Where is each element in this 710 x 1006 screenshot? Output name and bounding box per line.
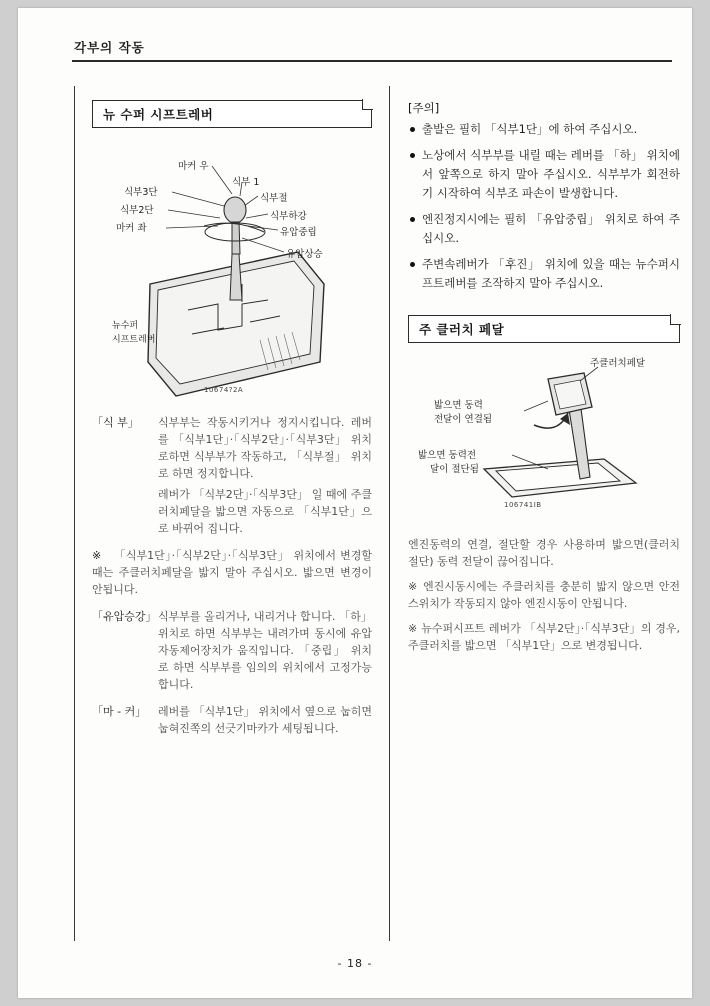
label-new-super: 뉴수퍼: [112, 321, 139, 331]
label-planting-2: 식부2단: [120, 205, 154, 216]
label-disengage-1: 밟으면 동력전: [418, 450, 477, 461]
clutch-pedal-illustration: [408, 351, 680, 526]
label-marker-left: 마커 좌: [116, 223, 147, 234]
list-item: 주변속레버가 「후진」 위치에 있을 때는 뉴수퍼시프트레버를 조작하지 말아 주십시오.: [408, 255, 680, 293]
paragraph-clutch-note-2: ※ 뉴수퍼시프트 레버가 「식부2단」·「식부3단」의 경우, 주클러치를 밟으면 「식부1단」으로 변경됩니다.: [408, 622, 680, 652]
body-planting: 식부부는 작동시키거나 정지시킵니다. 레버를 「식부1단」·「식부2단」·「식부3단」 위치로하면 식부부가 작동하고, 「식부절」 위치로 하면 정지합니다.: [158, 416, 372, 480]
label-disengage-2: 달이 절단됨: [430, 464, 479, 475]
term-asterisk-1: ※: [92, 549, 102, 562]
body-marker: 레버를 「식부1단」 위치에서 옆으로 눕히면 눕혀진쪽의 선긋기마카가 세팅됩니다.: [158, 705, 372, 735]
term-planting: 「식 부」: [92, 416, 139, 429]
notice-list: [408, 120, 680, 293]
paragraph-planting-auto: [92, 486, 372, 537]
body-planting-auto: 레버가 「식부2단」·「식부3단」 일 때에 주클러치페달을 밟으면 자동으로 「식부1단」으로 바뀌어 집니다.: [158, 488, 372, 535]
figure-shift-lever: [92, 134, 372, 404]
label-main-clutch-pedal: 주클러치페달: [590, 358, 646, 369]
column-rule-left: [74, 86, 75, 941]
term-marker: 「마 - 커」: [92, 705, 147, 718]
right-column: [408, 100, 680, 654]
label-engage-1: 밟으면 동력: [434, 400, 483, 411]
notice-heading: [주의]: [408, 101, 440, 115]
paragraph-hydraulic: [92, 608, 372, 693]
header-rule: [72, 60, 672, 62]
paragraph-clutch-note-1: ※ 엔진시동시에는 주클러치를 충분히 밟지 않으면 안전스위치가 작동되지 않아 엔진시동이 안됩니다.: [408, 580, 680, 610]
label-engage-2: 전달이 연결됨: [434, 414, 493, 425]
body-hydraulic: 식부부를 올리거나, 내리거나 합니다. 「하」 위치로 하면 식부부는 내려가며 동시에 유압자동제어장치가 움직입니다. 「중립」 위치로 하면 식부부를 임의의 위치에서 고정가능합니다.: [158, 610, 372, 691]
label-hydraulic-neutral: 유압중립: [280, 227, 317, 238]
label-marker-right: 마커 우: [178, 161, 209, 172]
label-planting-off: 식부절: [260, 193, 288, 204]
section-title-clutch-pedal: 주 클러치 페달: [408, 315, 680, 343]
label-hydraulic-down: 식부하강: [270, 211, 307, 222]
paragraph-marker: [92, 703, 372, 737]
label-planting-1: 식부 1: [232, 177, 260, 188]
figure-clutch-pedal: [408, 351, 680, 526]
page-number: - 18 -: [337, 957, 373, 970]
document-page: [18, 8, 692, 998]
page-header: 각부의 작동: [74, 40, 145, 55]
term-hydraulic: 「유압승강」: [92, 610, 157, 623]
label-planting-3: 식부3단: [124, 187, 158, 198]
paragraph-planting: [92, 414, 372, 482]
label-shift-lever: 시프트레버: [112, 335, 156, 345]
figure-code-left: 10674?2A: [204, 386, 244, 394]
paragraph-caution-shift: [92, 547, 372, 598]
list-item: 엔진정지시에는 필히 「유압중립」 위치로 하여 주십시오.: [408, 210, 680, 248]
left-column: [92, 100, 372, 737]
column-rule-middle: [389, 86, 390, 941]
body-caution-shift: 「식부1단」·「식부2단」·「식부3단」 위치에서 변경할때는 주클러치페달을 밟지 말아 주십시오. 밟으면 변경이 안됩니다.: [92, 549, 373, 596]
label-hydraulic-up: 유압상승: [286, 249, 323, 260]
list-item: 노상에서 식부부를 내릴 때는 레버를 「하」 위치에서 앞쪽으로 하지 말아 주십시오. 식부부가 회전하기 시작하여 식부조 파손이 발생합니다.: [408, 146, 680, 203]
paragraph-clutch-desc: 엔진동력의 연결, 절단할 경우 사용하며 밟으면(클러치 절단) 동력 전달이 끊어집니다.: [408, 538, 680, 568]
list-item: 출발은 필히 「식부1단」에 하여 주십시오.: [408, 120, 680, 139]
figure-code-right: 106741IB: [504, 501, 542, 509]
section-title-shift-lever: 뉴 수퍼 시프트레버: [92, 100, 372, 128]
